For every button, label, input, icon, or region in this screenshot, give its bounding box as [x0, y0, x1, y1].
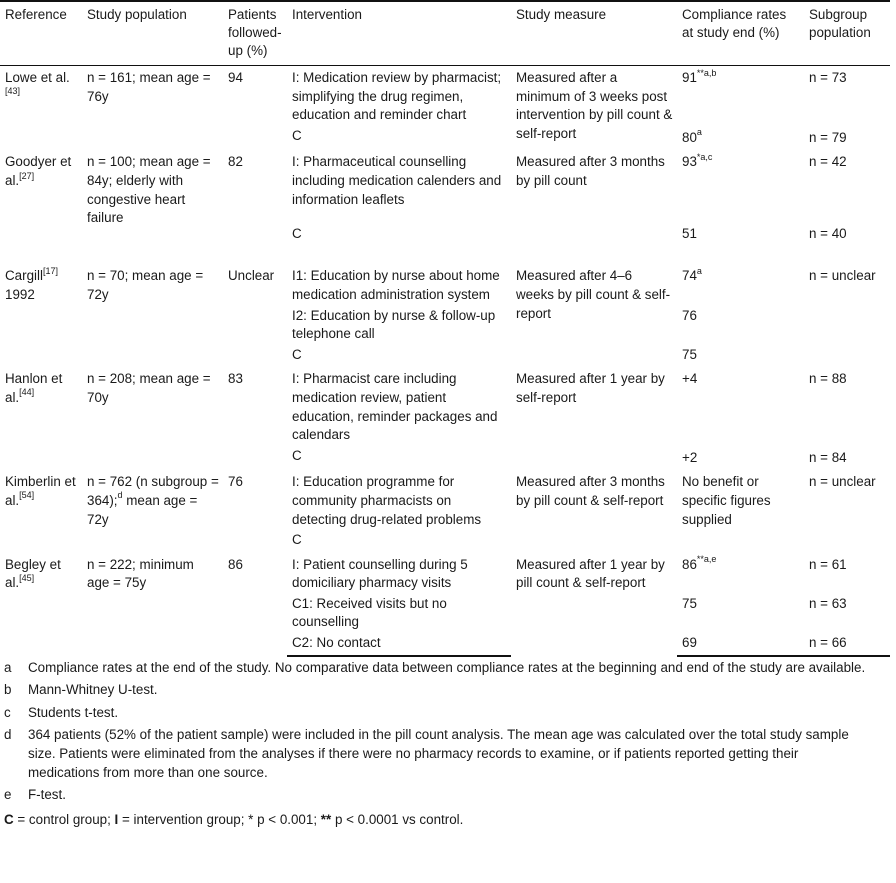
measure-cell: Measured after 3 months by pill count & self-report — [516, 474, 665, 508]
subgroup-cell: n = 61 — [809, 556, 847, 572]
followed-cell: 86 — [228, 556, 243, 572]
measure-cell: Measured after 3 months by pill count — [516, 154, 665, 188]
compliance-cell: 75 — [682, 595, 697, 611]
header-row — [0, 1, 890, 66]
table-row — [0, 150, 890, 223]
compliance-cell: 74$^a$ — [682, 265, 702, 284]
population-cell: n = 100; mean age = 84y; elderly with congestive heart failure — [87, 154, 211, 226]
compliance-cell: 69 — [677, 632, 804, 656]
population-cell: n = 70; mean age = 72y — [87, 268, 204, 302]
header-followed: Patients followed-up (%) — [228, 7, 282, 58]
table-footnotes — [0, 659, 890, 830]
intervention-cell: C — [292, 532, 302, 548]
compliance-cell: 75 — [682, 346, 697, 362]
table-row — [0, 367, 890, 444]
subgroup-cell: n = 88 — [809, 371, 847, 387]
reference-cell: Cargill[17] 1992 — [5, 265, 58, 302]
population-cell: n = 762 (n subgroup = 364);$^d$ mean age = 72y — [87, 474, 219, 527]
measure-cell: Measured after a minimum of 3 weeks post intervention by pill count & self-report — [516, 70, 673, 141]
subgroup-cell: n = 63 — [809, 595, 847, 611]
header-compliance: Compliance rates at study end (%) — [682, 7, 787, 40]
header-reference: Reference — [5, 7, 67, 22]
measure-cell: Measured after 1 year by self-report — [516, 371, 665, 405]
intervention-cell: I: Patient counselling during 5 domiciliary pharmacy visits — [292, 556, 468, 591]
measure-cell: Measured after 4–6 weeks by pill count & self-report — [516, 268, 671, 321]
footnote: d 364 patients (52% of the patient sample) were included in the pill count analysis. The mean age was calculated over the total study sample size. Patients were eliminated from the analyses if there were no pharmacy records to examine, or if patients reported getting their medications from more than one source. — [4, 727, 849, 780]
intervention-cell: C — [292, 346, 302, 362]
header-subgroup: Subgroup population — [809, 7, 871, 40]
reference-cell: Goodyer et al.[27] — [5, 154, 72, 188]
followed-cell: 82 — [228, 154, 243, 170]
table-row — [0, 553, 890, 593]
intervention-cell: C1: Received visits but no counselling — [292, 595, 447, 630]
subgroup-cell: n = 66 — [804, 632, 890, 656]
subgroup-cell: n = 79 — [809, 129, 847, 145]
compliance-cell: No benefit or specific figures supplied — [682, 474, 771, 527]
population-cell: n = 161; mean age = 76y — [87, 70, 211, 104]
subgroup-cell: n = unclear — [809, 474, 876, 490]
compliance-cell: 51 — [682, 226, 697, 242]
compliance-cell: +4 — [682, 371, 698, 387]
intervention-cell: C — [292, 226, 302, 242]
intervention-cell: I: Pharmacist care including medication review, patient education, reminder packages and calendars — [292, 371, 498, 443]
followed-cell: Unclear — [228, 268, 275, 284]
header-measure: Study measure — [516, 7, 607, 22]
header-intervention: Intervention — [292, 7, 362, 22]
footnote: e F-test. — [4, 787, 66, 803]
measure-cell: Measured after 1 year by pill count & self-report — [516, 556, 665, 591]
compliance-cell: 76 — [682, 307, 697, 323]
intervention-cell: I1: Education by nurse about home medication administration system — [292, 268, 500, 302]
intervention-cell: I: Education programme for community pharmacists on detecting drug-related problems — [292, 474, 482, 527]
compliance-cell: 91$^{**a,b}$ — [682, 67, 717, 85]
followed-cell: 94 — [228, 70, 243, 85]
header-population: Study population — [87, 7, 187, 22]
population-cell: n = 222; minimum age = 75y — [87, 556, 194, 591]
footnote: a Compliance rates at the end of the study. No comparative data between compliance rates at the beginning and end of the study are available. — [4, 659, 866, 675]
reference-cell: Kimberlin et al.[54] — [5, 474, 76, 508]
followed-cell: 83 — [228, 371, 243, 387]
followed-cell: 76 — [228, 474, 243, 490]
table-row — [0, 66, 890, 125]
reference-cell: Begley et al.[45] — [5, 556, 61, 591]
table-row — [0, 264, 890, 304]
intervention-cell: I: Pharmaceutical counselling including medication calenders and information leaflets — [292, 154, 502, 207]
intervention-cell: C2: No contact — [287, 632, 511, 656]
reference-cell: Lowe et al.[43] — [5, 70, 70, 97]
abbreviation-legend: C = control group; I = intervention group; * p < 0.001; ** p < 0.0001 vs control. — [4, 811, 464, 827]
subgroup-cell: n = 40 — [809, 226, 847, 242]
subgroup-cell: n = unclear — [809, 268, 876, 284]
subgroup-cell: n = 42 — [809, 154, 847, 170]
footnote: b Mann-Whitney U-test. — [4, 682, 158, 698]
intervention-cell: I: Medication review by pharmacist; simplifying the drug regimen, education and reminder chart — [292, 70, 502, 123]
intervention-cell: C — [292, 447, 302, 463]
compliance-cell: 86$^{**a,e}$ — [682, 554, 717, 572]
footnote: c Students t-test. — [4, 704, 119, 720]
population-cell: n = 208; mean age = 70y — [87, 371, 211, 405]
subgroup-cell: n = 73 — [809, 70, 847, 85]
intervention-cell: I2: Education by nurse & follow-up telephone call — [292, 307, 496, 342]
table-row — [0, 470, 890, 529]
compliance-cell: 93$^{*a,c}$ — [682, 151, 713, 170]
intervention-cell: C — [292, 127, 302, 143]
subgroup-cell: n = 84 — [809, 449, 847, 465]
compliance-cell: 80$^a$ — [682, 127, 702, 145]
compliance-cell: +2 — [682, 449, 698, 465]
reference-cell: Hanlon et al.[44] — [5, 371, 63, 405]
